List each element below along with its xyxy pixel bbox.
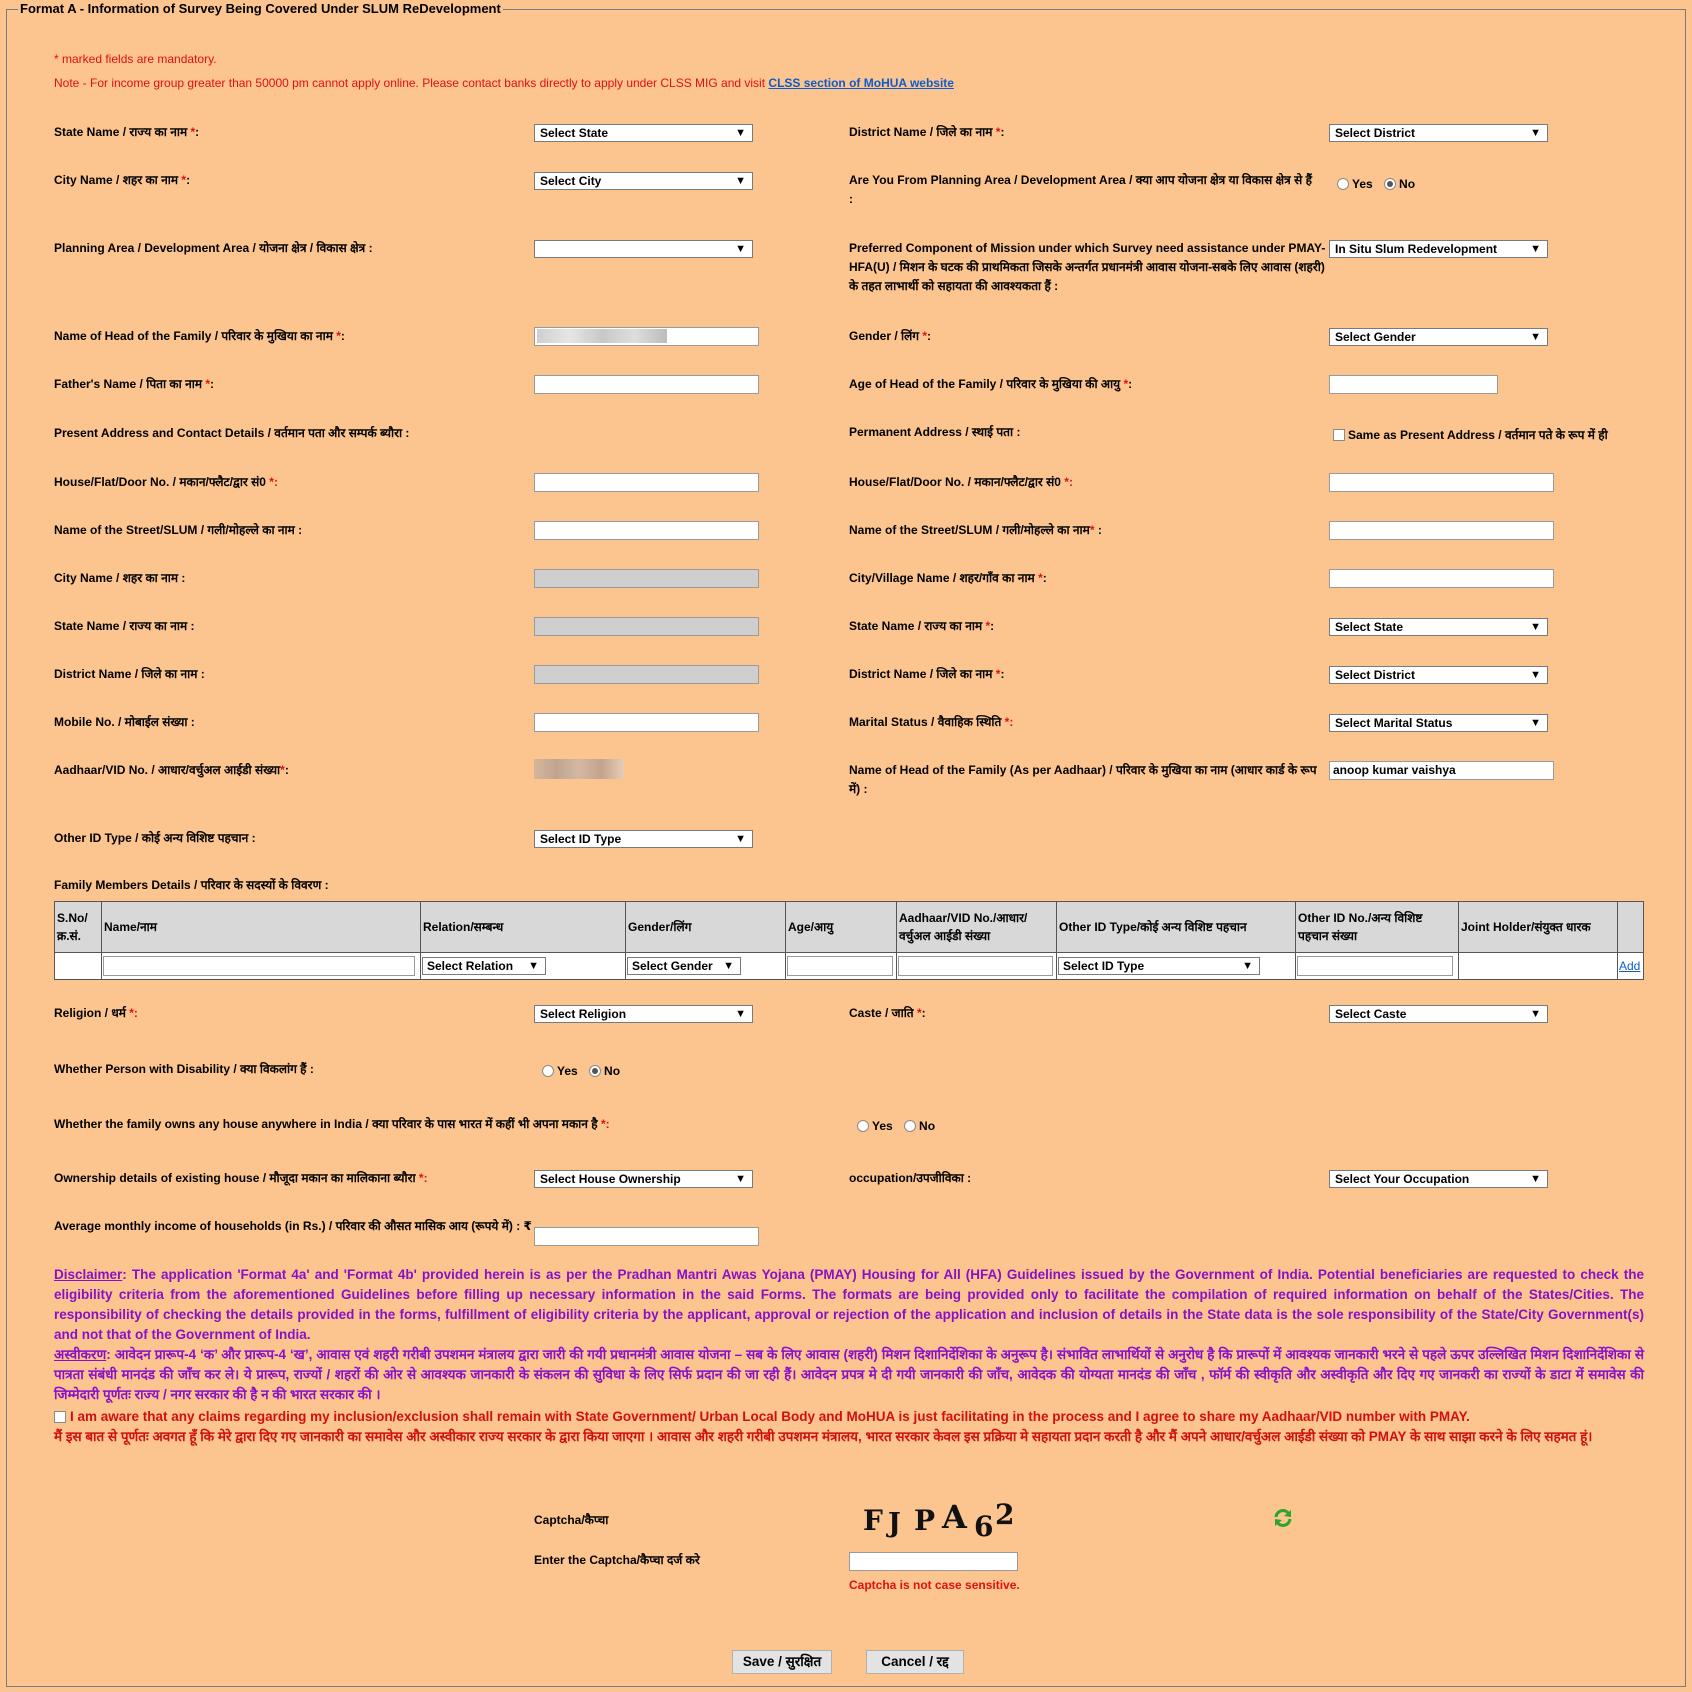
- permanent-district-label: District Name / जिले का नाम *:: [849, 667, 1005, 681]
- age-input[interactable]: [1329, 375, 1498, 394]
- present-street-input[interactable]: [534, 521, 759, 540]
- planning-yes-radio[interactable]: [1337, 178, 1349, 190]
- dropdown-arrow-icon: ▼: [735, 833, 746, 845]
- father-name-input[interactable]: [534, 375, 759, 394]
- gender-cell: [626, 953, 786, 980]
- caste-select[interactable]: Select Caste ▼: [1329, 1005, 1548, 1023]
- dropdown-arrow-icon: ▼: [1530, 669, 1541, 681]
- dropdown-arrow-icon: ▼: [1530, 331, 1541, 343]
- religion-label: Religion / धर्म *:: [54, 1006, 138, 1020]
- permanent-house-input[interactable]: [1329, 473, 1554, 492]
- other-id-no-cell: [1296, 953, 1459, 980]
- member-age-input[interactable]: [787, 956, 893, 976]
- occupation-select[interactable]: Select Your Occupation ▼: [1329, 1170, 1548, 1188]
- captcha-note: Captcha is not case sensitive.: [849, 1578, 1020, 1592]
- occupation-label: occupation/उपजीविका :: [849, 1171, 972, 1185]
- city-select[interactable]: Select City ▼: [534, 172, 753, 190]
- aadhaar-redacted-value: [534, 759, 624, 779]
- permanent-state-select[interactable]: Select State ▼: [1329, 618, 1548, 636]
- col-header-aadhaar: Aadhaar/VID No./आधार/ वर्चुअल आईडी संख्या: [897, 902, 1057, 953]
- dropdown-arrow-icon: ▼: [735, 127, 746, 139]
- sno-cell: [55, 953, 102, 980]
- state-label: State Name / राज्य का नाम *:: [54, 125, 200, 139]
- present-state-input: [534, 617, 759, 636]
- dropdown-arrow-icon: ▼: [1530, 621, 1541, 633]
- permanent-house-label: House/Flat/Door No. / मकान/फ्लैट/द्वार सं0 *:: [849, 475, 1073, 489]
- city-label: City Name / शहर का नाम *:: [54, 173, 191, 187]
- col-header-age: Age/आयु: [786, 902, 897, 953]
- present-district-label: District Name / जिले का नाम :: [54, 667, 205, 681]
- father-name-label: Father's Name / पिता का नाम *:: [54, 377, 215, 391]
- enter-captcha-label: Enter the Captcha/कैप्चा दर्ज करे: [534, 1553, 700, 1567]
- col-header-name: Name/नाम: [102, 902, 421, 953]
- aadhaar-name-label: Name of Head of the Family (As per Aadhaar) / परिवार के मुखिया का नाम (आधार कार्ड के रूप में) :: [849, 763, 1317, 796]
- district-label: District Name / जिले का नाम *:: [849, 125, 1005, 139]
- dropdown-arrow-icon: ▼: [723, 960, 734, 972]
- clss-link[interactable]: CLSS section of MoHUA website: [768, 76, 954, 90]
- dropdown-arrow-icon: ▼: [1530, 1008, 1541, 1020]
- redacted-value: [537, 329, 667, 343]
- income-label: Average monthly income of households (in Rs.) / परिवार की औसत मासिक आय (रूपये में) : ₹: [54, 1219, 532, 1233]
- dropdown-arrow-icon: ▼: [735, 1173, 746, 1185]
- member-gender-select[interactable]: Select Gender ▼: [627, 957, 741, 975]
- planning-area-select[interactable]: [534, 240, 753, 258]
- permanent-state-label: State Name / राज्य का नाम *:: [849, 619, 995, 633]
- present-address-label: Present Address and Contact Details / वर्तमान पता और सम्पर्क ब्यौरा :: [54, 426, 410, 440]
- dropdown-arrow-icon: ▼: [735, 1008, 746, 1020]
- present-city-label: City Name / शहर का नाम :: [54, 571, 186, 585]
- col-header-joint-holder: Joint Holder/संयुक्त धारक: [1459, 902, 1618, 953]
- dropdown-arrow-icon: ▼: [1530, 1173, 1541, 1185]
- consent-block: I am aware that any claims regarding my inclusion/exclusion shall remain with State Government/ Urban Local Body and MoHUA is just facilitating in the process and I agree to share my Aadhaar/VID number with PMAY. मैं इस बात से पूर्णतः अवगत हूँ कि मेरे द्वारा दिए गए जानकारी का समावेस और अस्वीकार राज्य सरकार के द्वारा किया जाएगा । आवास और शहरी गरीबी उपशमन मंत्रालय, भारत सरकार केवल इस प्रक्रिया मे सहायता प्रदान करती है और मैं अपने आधार/वर्चुअल आईडी संख्या को PMAY के साथ साझा करने के लिए सहमत हूं।: [54, 1409, 1593, 1444]
- religion-select[interactable]: Select Religion ▼: [534, 1005, 753, 1023]
- dropdown-arrow-icon: ▼: [528, 960, 539, 972]
- mobile-input[interactable]: [534, 713, 759, 732]
- permanent-district-select[interactable]: Select District ▼: [1329, 666, 1548, 684]
- permanent-city-label: City/Village Name / शहर/गाँव का नाम *:: [849, 571, 1047, 585]
- name-cell: [102, 953, 421, 980]
- marital-select[interactable]: Select Marital Status ▼: [1329, 714, 1548, 732]
- disclaimer-title: Disclaimer: [54, 1267, 123, 1282]
- permanent-street-label: Name of the Street/SLUM / गली/मोहल्ले का नाम* :: [849, 523, 1102, 537]
- gender-label: Gender / लिंग *:: [849, 329, 932, 343]
- disability-yes-radio[interactable]: [542, 1065, 554, 1077]
- disclaimer-hindi-title: अस्वीकरण: [54, 1347, 107, 1362]
- income-input[interactable]: [534, 1227, 759, 1246]
- ownership-label: Ownership details of existing house / मौजूदा मकान का मालिकाना ब्यौरा *:: [54, 1171, 428, 1185]
- present-district-input: [534, 665, 759, 684]
- dropdown-arrow-icon: ▼: [735, 243, 746, 255]
- disability-radio-group: Yes No: [542, 1063, 628, 1078]
- mobile-label: Mobile No. / मोबाईल संख्या :: [54, 715, 195, 729]
- family-members-table: [54, 901, 1644, 980]
- member-name-input[interactable]: [103, 956, 415, 976]
- col-header-gender: Gender/लिंग: [626, 902, 786, 953]
- planning-radio-group: Yes No: [1337, 176, 1423, 191]
- present-house-input[interactable]: [534, 473, 759, 492]
- table-row: [55, 953, 1644, 980]
- component-label: Preferred Component of Mission under which Survey need assistance under PMAY-HFA(U) / मिशन के घटक की प्राथमिकता जिसके अन्तर्गत प्रधानमंत्री आवास योजना-सबके लिए आवास (शहरी) के तहत लाभार्थी को सहायता की आवश्यकता हैं :: [849, 241, 1326, 293]
- member-relation-select[interactable]: Select Relation ▼: [422, 957, 546, 975]
- save-button[interactable]: Save / सुरक्षित: [732, 1650, 832, 1674]
- income-note: Note - For income group greater than 50000 pm cannot apply online. Please contact banks directly to apply under CLSS MIG and visit CLSS section of MoHUA website: [54, 76, 954, 90]
- present-house-label: House/Flat/Door No. / मकान/फ्लैट/द्वार सं0 *:: [54, 475, 278, 489]
- table-header-row: [55, 902, 1644, 953]
- age-label: Age of Head of the Family / परिवार के मुखिया की आयु *:: [849, 377, 1133, 391]
- mandatory-note: * marked fields are mandatory.: [54, 52, 217, 66]
- head-name-label: Name of Head of the Family / परिवार के मुखिया का नाम *:: [54, 329, 345, 343]
- gender-select[interactable]: Select Gender ▼: [1329, 328, 1548, 346]
- family-members-label: Family Members Details / परिवार के सदस्यों के विवरण :: [54, 878, 329, 892]
- dropdown-arrow-icon: ▼: [1530, 127, 1541, 139]
- dropdown-arrow-icon: ▼: [735, 175, 746, 187]
- cancel-button[interactable]: Cancel / रद्द: [866, 1650, 964, 1674]
- col-header-other-id-no: Other ID No./अन्य विशिष्ट पहचान संख्या: [1296, 902, 1459, 953]
- owns-house-radio-group: Yes No: [857, 1118, 943, 1133]
- head-name-input[interactable]: [534, 327, 759, 346]
- member-idtype-select[interactable]: Select ID Type ▼: [1058, 957, 1260, 975]
- permanent-street-input[interactable]: [1329, 521, 1554, 540]
- captcha-input[interactable]: [849, 1552, 1018, 1571]
- planning-area-label: Planning Area / Development Area / योजना क्षेत्र / विकास क्षेत्र :: [54, 241, 373, 255]
- dropdown-arrow-icon: ▼: [1530, 717, 1541, 729]
- col-header-relation: Relation/सम्बन्ध: [421, 902, 626, 953]
- consent-checkbox[interactable]: [54, 1411, 66, 1423]
- same-as-present-checkbox[interactable]: [1333, 429, 1345, 441]
- present-city-input: [534, 569, 759, 588]
- relation-cell: [421, 953, 626, 980]
- refresh-captcha-icon[interactable]: [1272, 1507, 1294, 1529]
- component-select[interactable]: In Situ Slum Redevelopment ▼: [1329, 240, 1548, 258]
- member-aadhaar-input[interactable]: [898, 956, 1053, 976]
- ownership-select[interactable]: Select House Ownership ▼: [534, 1170, 753, 1188]
- dropdown-arrow-icon: ▼: [1242, 960, 1253, 972]
- col-header-other-id-type: Other ID Type/कोई अन्य विशिष्ट पहचान: [1057, 902, 1296, 953]
- aadhaar-label: Aadhaar/VID No. / आधार/वर्चुअल आईडी संख्या*:: [54, 763, 289, 777]
- other-id-type-cell: [1057, 953, 1296, 980]
- form-legend: Format A - Information of Survey Being Covered Under SLUM ReDevelopment: [20, 1, 501, 16]
- disability-no-radio[interactable]: [589, 1065, 601, 1077]
- action-cell: [1618, 953, 1644, 980]
- other-id-label: Other ID Type / कोई अन्य विशिष्ट पहचान :: [54, 831, 256, 845]
- captcha-image: F J P A 6 2: [863, 1498, 1015, 1543]
- joint-holder-cell: [1459, 953, 1618, 980]
- caste-label: Caste / जाति *:: [849, 1006, 926, 1020]
- other-id-select[interactable]: Select ID Type ▼: [534, 830, 753, 848]
- present-street-label: Name of the Street/SLUM / गली/मोहल्ले का नाम :: [54, 523, 303, 537]
- dropdown-arrow-icon: ▼: [1530, 243, 1541, 255]
- aadhaar-name-input[interactable]: anoop kumar vaishya: [1329, 761, 1554, 780]
- col-header-sno: S.No/ क्र.सं.: [55, 902, 102, 953]
- aadhaar-cell: [897, 953, 1057, 980]
- state-select[interactable]: Select State ▼: [534, 124, 753, 142]
- disability-label: Whether Person with Disability / क्या विकलांग हैं :: [54, 1062, 314, 1076]
- district-select[interactable]: Select District ▼: [1329, 124, 1548, 142]
- marital-label: Marital Status / वैवाहिक स्थिति *:: [849, 715, 1014, 729]
- captcha-label: Captcha/कैप्चा: [534, 1513, 609, 1527]
- member-other-id-input[interactable]: [1297, 956, 1453, 976]
- owns-house-yes-radio[interactable]: [857, 1120, 869, 1132]
- owns-house-no-radio[interactable]: [904, 1120, 916, 1132]
- add-member-link[interactable]: Add: [1619, 959, 1641, 973]
- col-header-action: [1618, 902, 1644, 953]
- same-as-present-group: Same as Present Address / वर्तमान पते के रूप में ही: [1333, 426, 1616, 443]
- planning-no-radio[interactable]: [1384, 178, 1396, 190]
- age-cell: [786, 953, 897, 980]
- planning-question-label: Are You From Planning Area / Development Area / क्या आप योजना क्षेत्र या विकास क्षेत्र से हैं :: [849, 173, 1312, 206]
- present-state-label: State Name / राज्य का नाम :: [54, 619, 195, 633]
- permanent-city-input[interactable]: [1329, 569, 1554, 588]
- owns-house-label: Whether the family owns any house anywhere in India / क्या परिवार के पास भारत में कहीं भी अपना मकान है *:: [54, 1117, 610, 1131]
- disclaimer-block: Disclaimer: The application 'Format 4a' and 'Format 4b' provided herein is as per the Pradhan Mantri Awas Yojana (PMAY) Housing for All (HFA) Guidelines issued by the Government of India. Potential beneficiaries are requested to check the eligibility criteria from the aforementioned Guidelines before filling up necessary information in the said Forms. The formats are being provided only to facilitate the compilation of required information on behalf of the States/Cities. The responsibility of checking the details provided in the forms, fulfillment of eligibility criteria by the applicant, approval or rejection of the application and inclusion of details in the State data is the sole responsibility of the State/City Government(s) and not that of the Government of India. अस्वीकरण: आवेदन प्रारूप-4 ‘क’ और प्रारूप-4 ‘ख’, आवास एवं शहरी गरीबी उपशमन मंत्रालय द्वारा जारी की गयी प्रधानमंत्री आवास योजना – सब के लिए आवास (शहरी) मिशन दिशानिर्देशिका के अनुरूप है। संभावित लाभार्थियों से अनुरोध है कि प्रारूपों में आवश्यक जानकारी भरने से पहले ऊपर उल्लिखित मिशन दिशानिर्देशिका से पात्रता संबंधी मानदंड की जाँच कर ले। ये प्रारूप, राज्यों / शहरों की ओर से आवश्यक जानकारी के संकलन की सुविधा के लिए सिर्फ प्रदान की जा रही हैं। आवेदन प्रपत्र मे दी गयी जानकारी की जाँच, आवेदक की योग्यता मानदंड की जाँच , फॉर्म की स्वीकृति और अस्वीकृति और दिए गए जानकरी का राज्यों के डाटा में समावेस की जिम्मेदारी पूर्णतः राज्य / नगर सरकार की है न की भारत सरकार की ।: [54, 1267, 1644, 1402]
- permanent-address-label: Permanent Address / स्थाई पता :: [849, 425, 1021, 439]
